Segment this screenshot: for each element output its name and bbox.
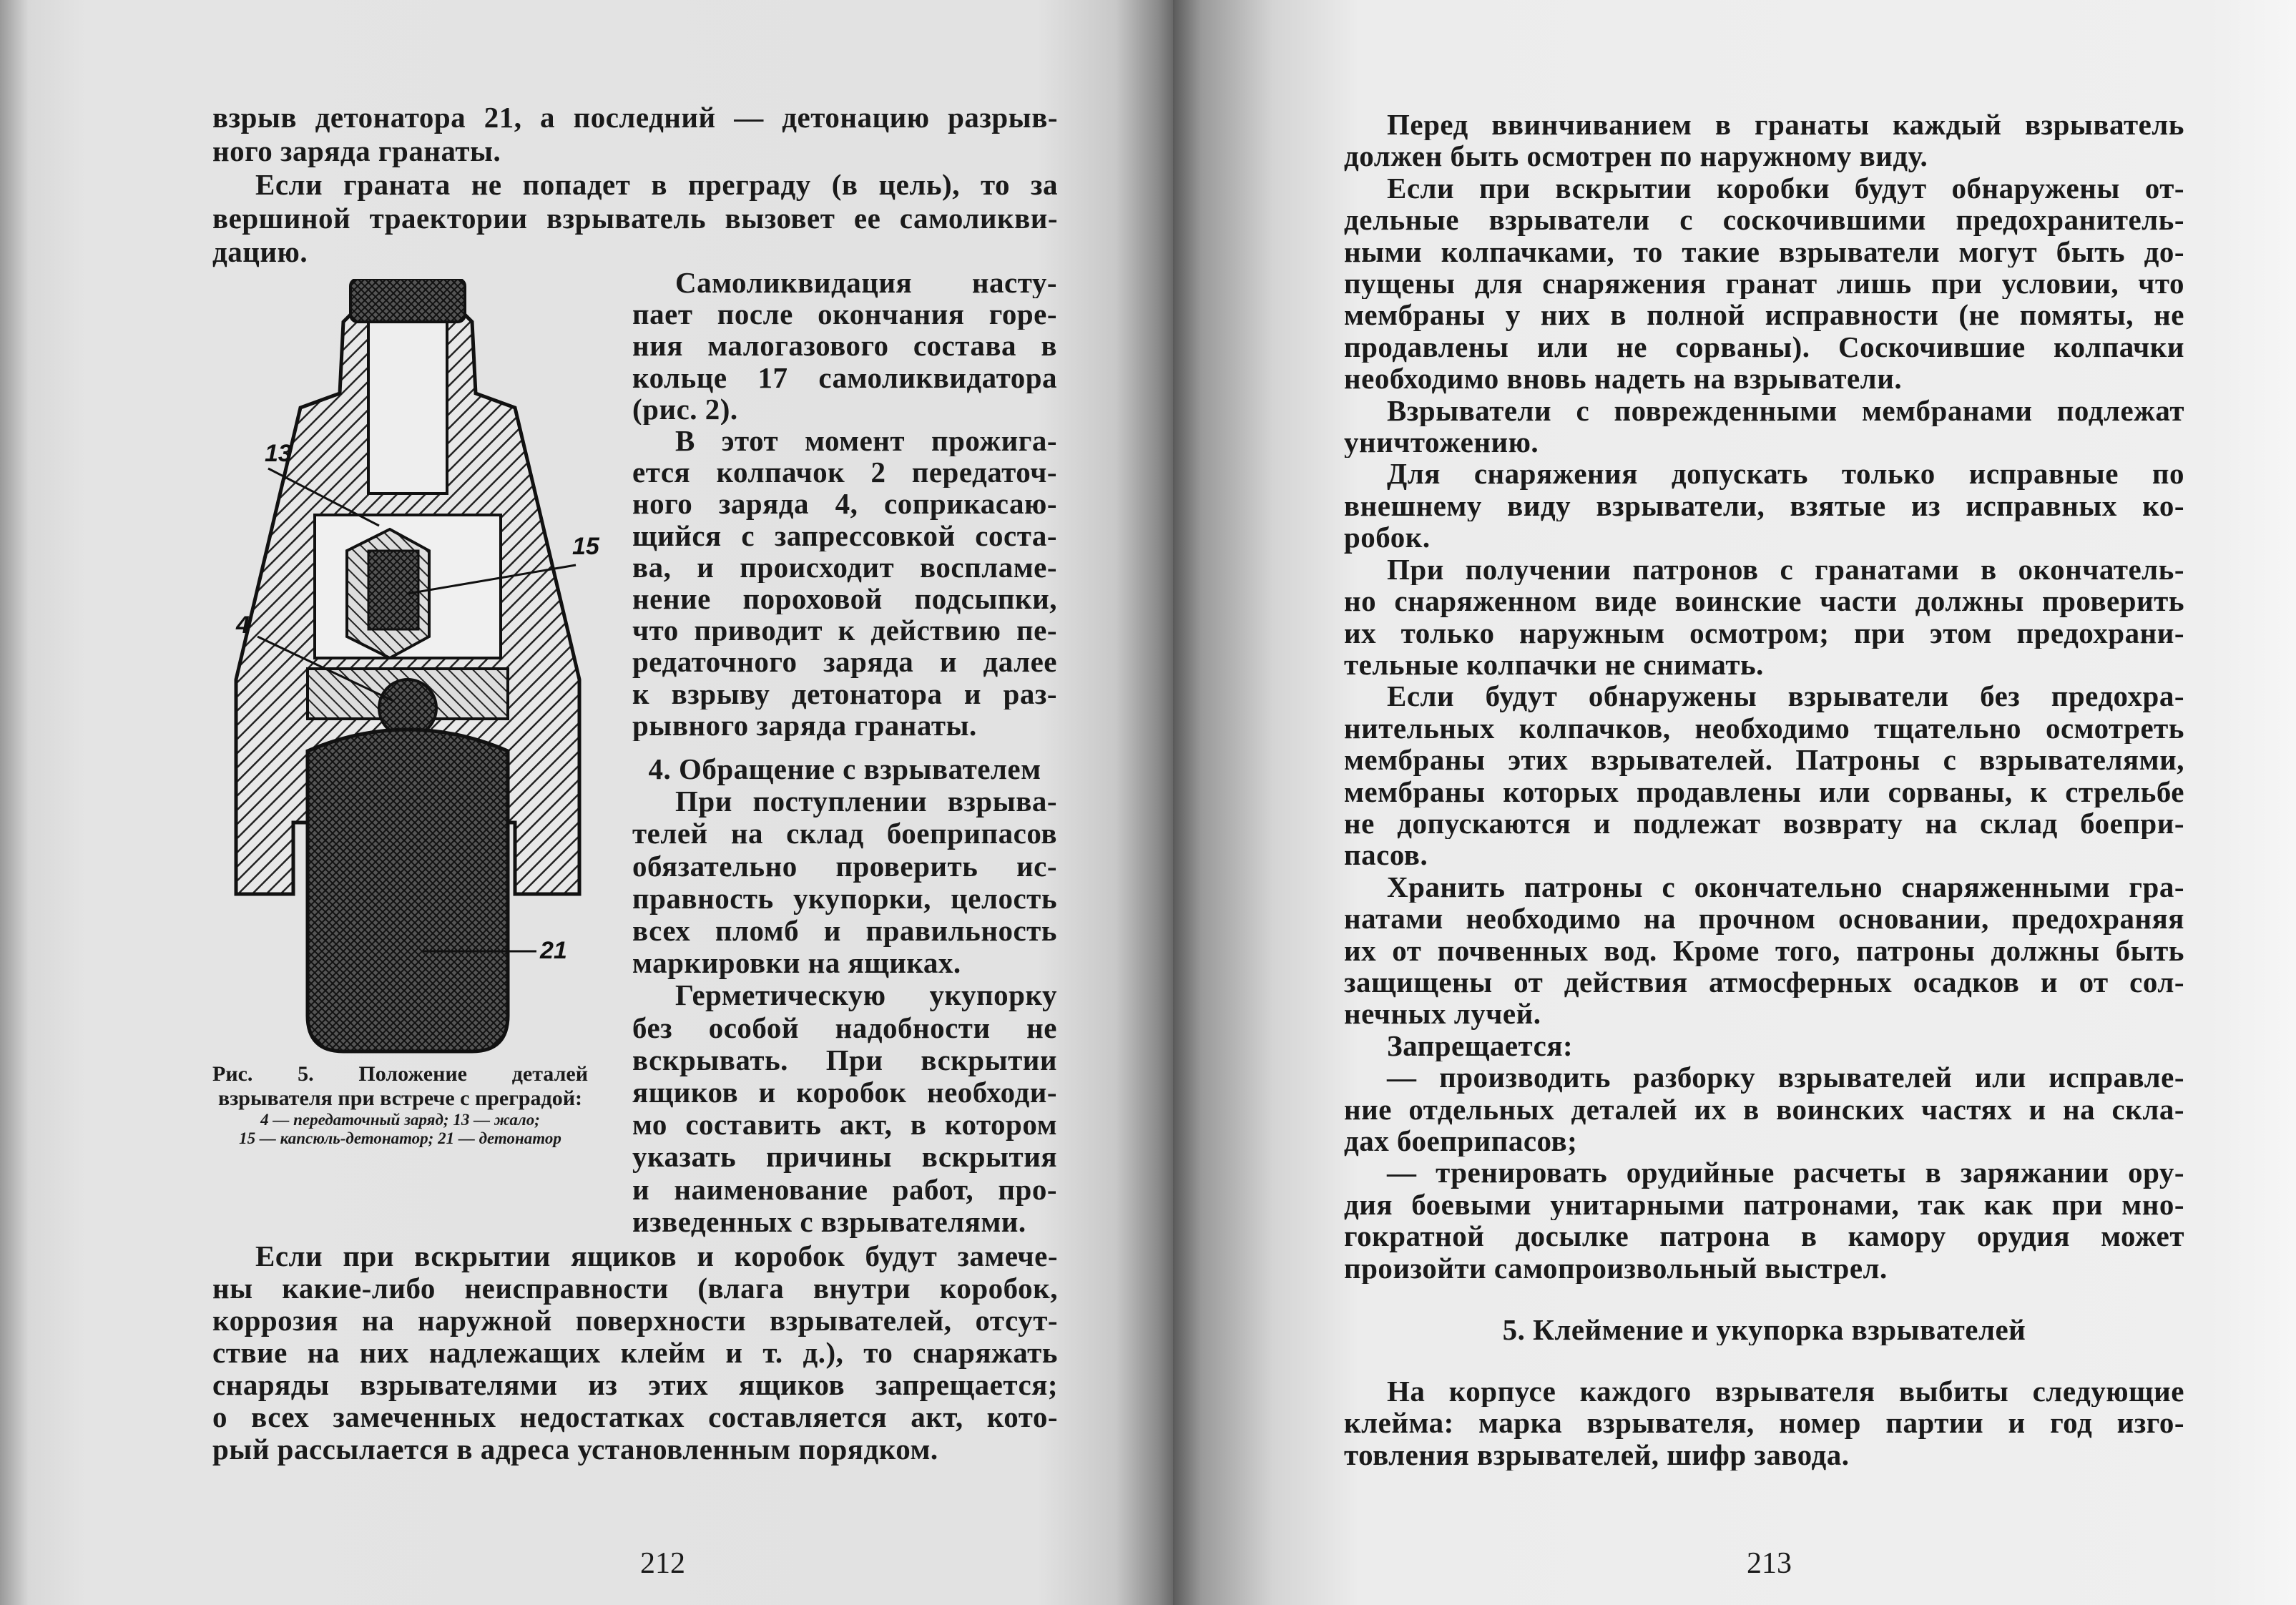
- text-line: ние отдельных деталей их в воинских частях и на скла-: [1344, 1093, 2184, 1125]
- section-heading: 5. Клеймение и укупорка взрывателей: [1502, 1314, 2026, 1346]
- text-line: рый рассылается в адреса установленным порядком.: [212, 1433, 938, 1466]
- left-column-text: [632, 267, 1057, 741]
- text-line: произойти самопроизвольный выстрел.: [1344, 1252, 1888, 1285]
- fuze-body: [236, 279, 579, 1051]
- text-line: Если при вскрытии коробки будут обнаружены от-: [1387, 172, 2184, 205]
- section-body: [632, 785, 1057, 1238]
- text-line: обязательно проверить ис-: [632, 850, 1057, 883]
- left-top-text: [212, 101, 1058, 269]
- text-line: взрыв детонатора 21, а последний — детонацию разрыв-: [212, 101, 1058, 134]
- text-line: маркировки на ящиках.: [632, 947, 961, 980]
- text-line: Герметическую укупорку: [675, 979, 1057, 1012]
- text-line: тельные колпачки не снимать.: [1344, 648, 1764, 681]
- text-line: Запрещается:: [1387, 1029, 1574, 1062]
- text-line: пает после окончания горе-: [632, 298, 1057, 330]
- text-line: нение пороховой подсыпки,: [632, 583, 1057, 615]
- figure-caption: [212, 1062, 588, 1148]
- text-line: ного заряда 4, соприкасаю-: [632, 488, 1057, 520]
- text-line: уничтожению.: [1344, 426, 1539, 458]
- text-line: ния малогазового состава в: [632, 330, 1057, 362]
- text-line: Если граната не попадет в преграду (в цель), то за: [255, 168, 1058, 201]
- text-line: ны какие-либо неисправности (влага внутри коробок,: [212, 1272, 1058, 1305]
- text-line: нительных колпачков, необходимо тщательно осмотреть: [1344, 712, 2184, 745]
- fuze-diagram: [215, 279, 601, 1059]
- text-line: дацию.: [212, 235, 308, 268]
- text-line: мо составить акт, в котором: [632, 1109, 1057, 1142]
- text-line: вскрывать. При вскрытии: [632, 1044, 1057, 1076]
- text-line: ва, и происходит воспламе-: [632, 551, 1057, 584]
- text-line: коррозия на наружной поверхности взрывателей, отсут-: [212, 1305, 1058, 1337]
- text-line: снаряды взрывателями из этих ящиков запрещается;: [212, 1369, 1058, 1401]
- caption-title: Рис. 5. Положение деталей взрывателя при встрече с преградой:: [212, 1062, 588, 1110]
- text-line: вершиной траектории взрыватель вызовет ее самоликви-: [212, 202, 1058, 235]
- text-line: Хранить патроны с окончательно снаряженными гра-: [1387, 870, 2184, 903]
- text-line: Перед ввинчиванием в гранаты каждый взрыватель: [1387, 109, 2184, 141]
- text-line: без особой надобности не: [632, 1011, 1057, 1044]
- text-line: пущены для снаряжения гранат лишь при условии, что: [1344, 268, 2184, 300]
- text-line: рывного заряда гранаты.: [632, 709, 977, 742]
- label-21: 21: [540, 937, 567, 964]
- text-line: пасов.: [1344, 839, 1428, 871]
- text-line: — тренировать орудийные расчеты в заряжании ору-: [1387, 1157, 2184, 1189]
- text-line: телей на склад боеприпасов: [632, 818, 1057, 850]
- text-line: (рис. 2).: [632, 393, 738, 426]
- text-line: правность укупорки, целость: [632, 882, 1057, 915]
- text-line: и наименование работ, про-: [632, 1173, 1057, 1206]
- text-line: дах боеприпасов;: [1344, 1125, 1578, 1157]
- caption-legend-2: 15 — капсюль-детонатор; 21 — детонатор: [239, 1129, 561, 1147]
- left-bottom-text: [212, 1240, 1058, 1466]
- text-line: изведенных с взрывателями.: [632, 1205, 1026, 1238]
- text-line: ными колпачками, то такие взрыватели могут быть до-: [1344, 235, 2184, 268]
- text-line: должен быть осмотрен по наружному виду.: [1344, 140, 1928, 172]
- text-line: — производить разборку взрывателей или исправле-: [1387, 1061, 2184, 1094]
- text-line: защищены от действия атмосферных осадков и от сол-: [1344, 966, 2184, 998]
- text-line: ного заряда гранаты.: [212, 134, 501, 167]
- right-page: [1173, 0, 2296, 1605]
- text-line: товления взрывателей, шифр завода.: [1344, 1438, 1850, 1471]
- text-line: При поступлении взрыва-: [675, 785, 1057, 818]
- text-line: На корпусе каждого взрывателя выбиты следующие: [1387, 1375, 2184, 1408]
- text-line: мембраны у них в полной исправности (не помяты, не: [1344, 299, 2184, 331]
- text-line: о всех замеченных недостатках составляется акт, кото-: [212, 1401, 1058, 1433]
- right-section-heading-block: [1344, 1314, 2184, 1345]
- text-line: Взрыватели с поврежденными мембранами подлежат: [1387, 394, 2184, 427]
- right-main-text: [1344, 109, 2184, 1284]
- text-line: их от почвенных вод. Кроме того, патроны должны быть: [1344, 934, 2184, 966]
- text-line: гократной досылке патрона в камору орудия может: [1344, 1220, 2184, 1252]
- text-line: ящиков и коробок необходи-: [632, 1076, 1057, 1109]
- text-line: кольце 17 самоликвидатора: [632, 361, 1057, 393]
- text-line: редаточного заряда и далее: [632, 646, 1057, 678]
- page-number-left: 212: [640, 1547, 685, 1580]
- text-line: дия боевыми унитарными патронами, так как при мно-: [1344, 1188, 2184, 1221]
- text-line: к взрыву детонатора и раз-: [632, 677, 1057, 710]
- text-line: мембраны которых продавлены или сорваны, к стрельбе: [1344, 775, 2184, 808]
- caption-legend-1: 4 — передаточный заряд; 13 — жало;: [260, 1111, 540, 1129]
- text-line: необходимо вновь надеть на взрыватели.: [1344, 363, 1903, 395]
- text-line: мембраны этих взрывателей. Патроны с взрывателями,: [1344, 744, 2184, 776]
- text-line: В этот момент прожига-: [675, 425, 1057, 457]
- label-15: 15: [572, 533, 599, 560]
- text-line: внешнему виду взрыватели, взятые из исправных ко-: [1344, 489, 2184, 522]
- text-line: Если будут обнаружены взрыватели без предохра-: [1387, 680, 2184, 712]
- text-line: их только наружным осмотром; при этом предохрани-: [1344, 617, 2184, 649]
- text-line: щийся с запрессовкой соста-: [632, 519, 1057, 551]
- right-end-text: [1344, 1375, 2184, 1471]
- text-line: При получении патронов с гранатами в окончатель-: [1387, 553, 2184, 586]
- text-line: продавлены или не сорваны). Соскочившие колпачки: [1344, 330, 2184, 363]
- text-line: натами необходимо на прочном основании, предохраняя: [1344, 903, 2184, 935]
- left-column-text-2: [632, 753, 1057, 1238]
- page-number-right: 213: [1747, 1547, 1792, 1580]
- section-heading: 4. Обращение с взрывателем: [648, 753, 1041, 785]
- text-line: указать причины вскрытия: [632, 1141, 1057, 1174]
- text-line: Самоликвидация насту-: [675, 267, 1057, 299]
- text-line: Если при вскрытии ящиков и коробок будут замече-: [255, 1240, 1058, 1272]
- text-line: но снаряженном виде воинские части должны проверить: [1344, 585, 2184, 617]
- text-line: нечных лучей.: [1344, 998, 1541, 1030]
- text-line: ствие на них надлежащих клейм и т. д.), то снаряжать: [212, 1337, 1058, 1369]
- text-line: Для снаряжения допускать только исправные по: [1387, 458, 2184, 490]
- label-13: 13: [265, 440, 292, 467]
- text-line: не допускаются и подлежат возврату на склад боепри-: [1344, 807, 2184, 840]
- text-line: что приводит к действию пе-: [632, 614, 1057, 647]
- text-line: робок.: [1344, 521, 1431, 554]
- text-line: всех пломб и правильность: [632, 915, 1057, 948]
- text-line: дельные взрыватели с соскочившими предохранитель-: [1344, 204, 2184, 236]
- text-line: клейма: марка взрывателя, номер партии и год изго-: [1344, 1407, 2184, 1439]
- label-4: 4: [236, 612, 250, 639]
- text-line: ется колпачок 2 передаточ-: [632, 456, 1057, 489]
